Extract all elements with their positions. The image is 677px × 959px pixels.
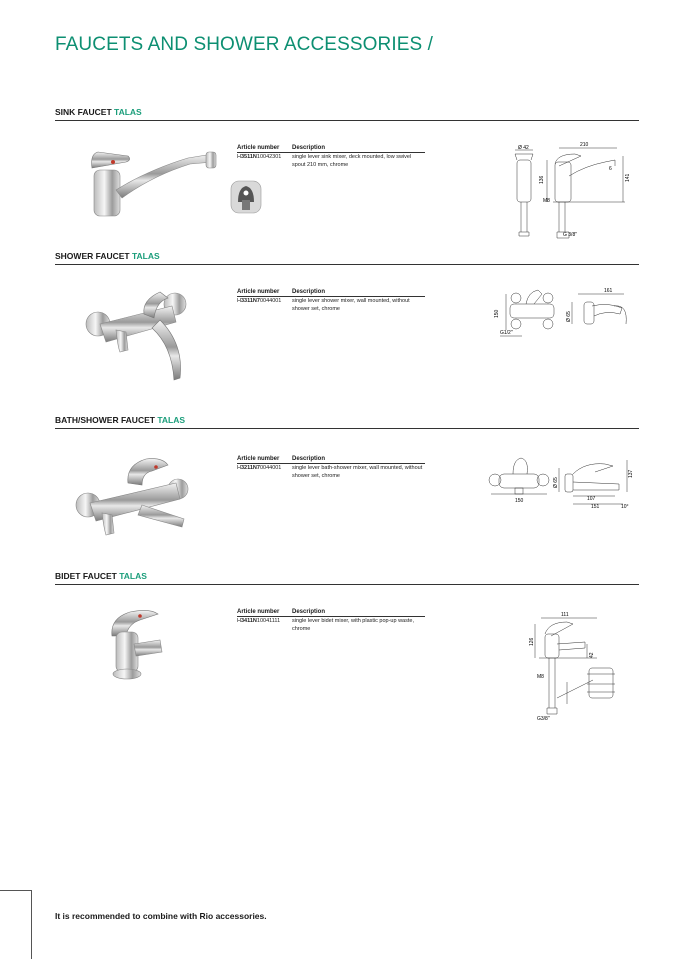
article-number-header: Article number bbox=[237, 145, 280, 151]
section-heading-shower bbox=[55, 251, 639, 265]
dimension-label: 141 bbox=[625, 173, 631, 182]
table-row bbox=[237, 465, 425, 480]
description-header: Description bbox=[292, 609, 326, 615]
dimension-label: G 3/8" bbox=[563, 232, 578, 238]
article-number-header: Article number bbox=[237, 289, 280, 295]
table-row bbox=[237, 154, 425, 169]
article-number: H3211N70044001 bbox=[237, 465, 282, 471]
dimension-label: 151 bbox=[591, 504, 600, 510]
shower-technical-drawing bbox=[488, 284, 636, 354]
section-heading-bidet bbox=[55, 571, 639, 585]
description-header: Description bbox=[292, 145, 326, 151]
bath-shower-faucet-photo bbox=[72, 455, 192, 545]
article-number: H3311N70044001 bbox=[237, 298, 282, 304]
article-description: single lever sink mixer, deck mounted, low swivel spout 210 mm, chrome bbox=[292, 154, 412, 168]
dimension-label: G1/2" bbox=[500, 330, 513, 336]
dimension-label: Ø 42 bbox=[518, 145, 529, 151]
dimension-label: M8 bbox=[543, 198, 550, 204]
table-row bbox=[237, 618, 425, 633]
dimension-label: 6 bbox=[609, 166, 612, 172]
bidet-technical-drawing bbox=[527, 608, 622, 726]
sink-faucet-photo bbox=[88, 140, 223, 220]
dimension-label: 210 bbox=[580, 142, 589, 148]
article-table-bath-shower bbox=[237, 456, 425, 480]
sink-technical-drawing bbox=[505, 140, 635, 245]
brand-name: TALAS bbox=[114, 107, 142, 117]
dimension-label: 111 bbox=[561, 612, 569, 618]
dimension-label: 150 bbox=[515, 498, 524, 504]
page-corner-tab bbox=[0, 890, 32, 959]
page-title: FAUCETS AND SHOWER ACCESSORIES / bbox=[55, 34, 433, 55]
section-title: BIDET FAUCET bbox=[55, 571, 120, 581]
article-number: H3411N10041111 bbox=[237, 618, 281, 624]
description-header: Description bbox=[292, 456, 326, 462]
bidet-faucet-photo bbox=[104, 606, 166, 682]
dimension-label: Ø 65 bbox=[566, 311, 572, 322]
table-row bbox=[237, 298, 425, 313]
dimension-label: Ø 65 bbox=[553, 477, 559, 488]
article-description: single lever bath-shower mixer, wall mounted, without shower set, chrome bbox=[292, 465, 423, 479]
article-number: H3511N10042301 bbox=[237, 154, 282, 160]
shower-faucet-photo bbox=[80, 284, 195, 384]
brand-name: TALAS bbox=[119, 571, 147, 581]
dimension-label: M8 bbox=[537, 674, 544, 680]
article-description: single lever shower mixer, wall mounted, without shower set, chrome bbox=[292, 298, 410, 312]
dimension-label: G3/8" bbox=[537, 716, 550, 722]
dimension-label: 107 bbox=[587, 496, 596, 502]
section-title: BATH/SHOWER FAUCET bbox=[55, 415, 158, 425]
description-header: Description bbox=[292, 289, 326, 295]
article-table-sink bbox=[237, 145, 425, 169]
section-heading-bath-shower bbox=[55, 415, 639, 429]
dimension-label: 136 bbox=[539, 175, 545, 184]
dimension-label: 10° bbox=[621, 504, 629, 510]
article-number-header: Article number bbox=[237, 609, 280, 615]
article-table-shower bbox=[237, 289, 425, 313]
dimension-label: 137 bbox=[628, 469, 634, 478]
dimension-label: 126 bbox=[529, 637, 535, 646]
section-title: SHOWER FAUCET bbox=[55, 251, 132, 261]
section-heading-sink bbox=[55, 107, 639, 121]
article-description: single lever bidet mixer, with plastic pop-up waste, chrome bbox=[292, 618, 414, 632]
bath-shower-technical-drawing bbox=[485, 450, 637, 512]
article-table-bidet bbox=[237, 609, 425, 633]
dimension-label: 161 bbox=[604, 288, 613, 294]
brand-name: TALAS bbox=[157, 415, 186, 425]
handle-detail-photo bbox=[230, 180, 262, 214]
dimension-label: 42 bbox=[589, 652, 595, 658]
footer-note: It is recommended to combine with Rio accessories. bbox=[55, 911, 267, 921]
brand-name: TALAS bbox=[131, 251, 160, 261]
dimension-label: 150 bbox=[494, 309, 500, 318]
article-number-header: Article number bbox=[237, 456, 280, 462]
section-title: SINK FAUCET bbox=[55, 107, 115, 117]
